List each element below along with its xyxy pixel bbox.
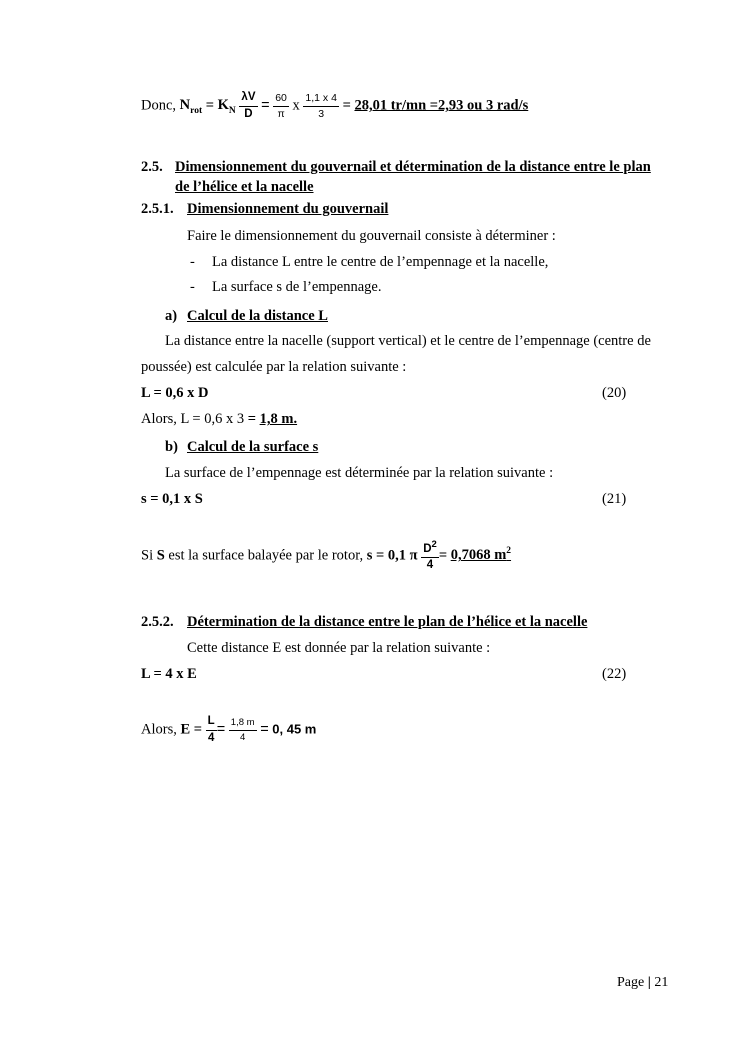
page-label: Page: [617, 975, 645, 990]
equals: =: [202, 97, 218, 114]
fraction-1-8m-over-4: $\frac{1,8 m}{4}$: [230, 717, 255, 743]
subsection-a-title: Calcul de la distance L: [187, 308, 328, 324]
surface-equals: =: [438, 547, 451, 564]
bullet-item: La distance L entre le centre de l’empennage et la nacelle,: [212, 254, 549, 270]
section-2-5-number: 2.5.: [141, 159, 163, 175]
equals-sign: =: [260, 721, 269, 738]
subsection-a-label: a): [165, 308, 178, 324]
e-equals: E =: [180, 721, 206, 738]
formula-s-equals-0-1-s: s = 0,1 x S: [141, 491, 203, 507]
equation-number-20: (20): [602, 385, 627, 401]
n-symbol: $N_{rot}$: [179, 97, 203, 117]
surface-result-line: [141, 540, 511, 572]
section-2-5-1-title: Dimensionnement du gouvernail: [187, 201, 389, 217]
section-2-5-1-number: 2.5.1.: [141, 201, 174, 217]
equals-sign: =: [216, 721, 226, 738]
equals-sign: =: [261, 97, 270, 114]
result-l-line: [141, 411, 297, 428]
fraction-l-over-4: $\frac{L}{4}$: [207, 715, 215, 744]
subsection-a-paragraph-line2: poussée) est calculée par la relation suivante :: [141, 359, 407, 375]
bullet-dash: -: [190, 254, 195, 270]
result-l-value: 1,8 m.: [259, 411, 298, 427]
k-symbol: $K_N$: [217, 97, 236, 117]
page-separator: |: [647, 975, 651, 990]
section-2-5-2-intro: Cette distance E est donnée par la relation suivante :: [187, 640, 491, 656]
fraction-60-over-pi: $\frac{60}{\pi}$: [275, 92, 287, 120]
nrot-formula-line: [141, 92, 528, 120]
si-text: est la surface balayée par le rotor,: [164, 547, 367, 564]
section-2-5-title-line2: de l’hélice et la nacelle: [175, 179, 314, 195]
times-sign: x: [292, 97, 300, 114]
subsection-b-title: Calcul de la surface s: [187, 439, 319, 455]
section-2-5-2-title: Détermination de la distance entre le plan de l’hélice et la nacelle: [187, 614, 588, 630]
subsection-a-paragraph-line1: La distance entre la nacelle (support vertical) et le centre de l’empennage (centre de: [165, 333, 651, 349]
formula-l-equals-0-6-d: L = 0,6 x D: [141, 385, 209, 401]
fraction-d2-over-4: $\frac{D^2}{4}$: [423, 539, 437, 572]
bullet-item: La surface s de l’empennage.: [212, 279, 382, 295]
subsection-b-label: b): [165, 439, 178, 455]
e-result-value: 0, 45 m: [272, 721, 317, 737]
page-footer: [617, 975, 668, 991]
bullet-dash: -: [190, 279, 195, 295]
page-number: 21: [654, 975, 669, 990]
fraction-11x4-over-3: $\frac{1,1 x 4}{3}$: [305, 92, 337, 120]
alors-prefix: Alors,: [141, 721, 181, 738]
si-formula: s = 0,1 π: [366, 547, 418, 564]
equation-number-22: (22): [602, 666, 627, 682]
text-prefix: Donc,: [141, 97, 180, 114]
fraction-lambda-v-over-d: $\frac{\lambda V}{D}$: [241, 91, 256, 120]
formula-l-equals-4-e: L = 4 x E: [141, 666, 197, 682]
result-l-prefix: Alors, L = 0,6 x 3: [141, 411, 248, 427]
section-2-5-1-intro: Faire le dimensionnement du gouvernail consiste à déterminer :: [187, 228, 556, 244]
surface-result-value: 0,7068 $m^2$: [450, 546, 512, 564]
e-result-line: [141, 716, 316, 744]
equation-number-21: (21): [602, 491, 627, 507]
nrot-result: 28,01 tr/mn =2,93 ou 3 rad/s: [354, 97, 529, 114]
result-l-equals: =: [247, 411, 260, 427]
section-2-5-title-line1: Dimensionnement du gouvernail et détermination de la distance entre le plan: [175, 159, 651, 175]
si-s-symbol: S: [156, 547, 165, 564]
result-equals: =: [342, 97, 355, 114]
subsection-b-paragraph: La surface de l’empennage est déterminée par la relation suivante :: [165, 465, 554, 481]
si-prefix: Si: [141, 547, 157, 564]
section-2-5-2-number: 2.5.2.: [141, 614, 174, 630]
